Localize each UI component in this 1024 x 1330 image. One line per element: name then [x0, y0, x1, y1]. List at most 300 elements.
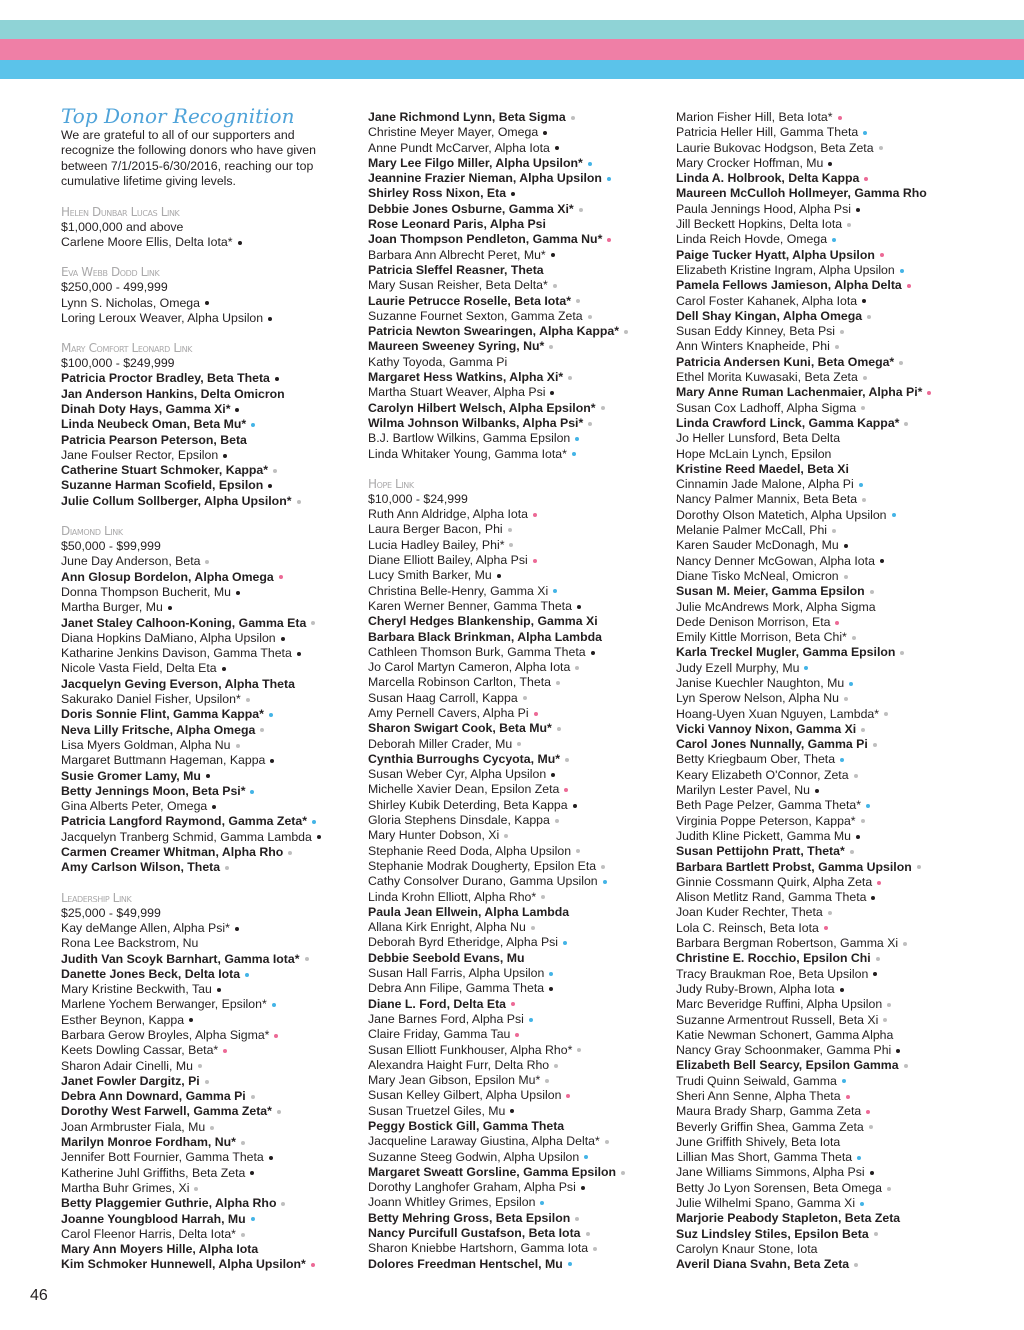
- donor-entry: [61, 1074, 351, 1089]
- donor-entry: [61, 952, 351, 967]
- donor-name: Lisa Myers Goldman, Alpha Nu: [61, 737, 231, 752]
- donor-entry: [368, 538, 663, 553]
- donor-entry: [676, 661, 976, 676]
- recognition-dot-icon: [899, 361, 903, 365]
- recognition-dot-icon: [873, 743, 877, 747]
- donor-name: Jeannine Frazier Nieman, Alpha Upsilon: [368, 171, 602, 186]
- donor-name: Susan Pettijohn Pratt, Theta*: [676, 844, 845, 859]
- donor-name: Janet Staley Calhoon-Koning, Gamma Eta: [61, 615, 307, 630]
- recognition-dot-icon: [272, 1003, 276, 1007]
- donor-name: Nancy Palmer Mannix, Beta Beta: [676, 492, 858, 507]
- donor-entry: [368, 447, 663, 462]
- recognition-dot-icon: [168, 606, 172, 610]
- donor-name: Marcella Robinson Carlton, Theta: [368, 675, 551, 690]
- donor-entry: [676, 523, 976, 538]
- donor-entry: [676, 768, 976, 783]
- recognition-dot-icon: [892, 513, 896, 517]
- column-3: [676, 110, 976, 1273]
- recognition-dot-icon: [523, 696, 527, 700]
- recognition-dot-icon: [828, 162, 832, 166]
- donor-entry: [368, 675, 663, 690]
- recognition-dot-icon: [250, 1171, 254, 1175]
- donor-name: Nicole Vasta Field, Delta Eta: [61, 661, 217, 676]
- donor-entry: [61, 433, 351, 448]
- recognition-dot-icon: [856, 208, 860, 212]
- donor-entry: [61, 235, 351, 250]
- donor-entry: [676, 370, 976, 385]
- donor-name: Mary Crocker Hoffman, Mu: [676, 155, 824, 170]
- recognition-dot-icon: [297, 500, 301, 504]
- donor-name: Kim Schmoker Hunnewell, Alpha Upsilon*: [61, 1257, 306, 1272]
- recognition-dot-icon: [879, 146, 883, 150]
- recognition-dot-icon: [549, 987, 553, 991]
- recognition-dot-icon: [877, 881, 881, 885]
- donor-name: Susan Truetzel Giles, Mu: [368, 1103, 506, 1118]
- recognition-dot-icon: [869, 1125, 873, 1129]
- donor-name: Margaret Hess Watkins, Alpha Xi*: [368, 370, 564, 385]
- donor-entry: [676, 1120, 976, 1135]
- donor-name: Julie McAndrews Mork, Alpha Sigma: [676, 599, 876, 614]
- donor-name: Joan Armbruster Fiala, Mu: [61, 1119, 206, 1134]
- donor-name: Diana Hopkins DaMiano, Alpha Upsilon: [61, 630, 276, 645]
- donor-name: Nancy Gray Schoonmaker, Gamma Phi: [676, 1043, 892, 1058]
- donor-name: Betty Jo Lyon Sorensen, Beta Omega: [676, 1180, 882, 1195]
- donor-name: Katie Newman Schonert, Gamma Alpha: [676, 1027, 894, 1042]
- donor-name: Patricia Newton Swearingen, Alpha Kappa*: [368, 324, 620, 339]
- recognition-dot-icon: [217, 988, 221, 992]
- recognition-dot-icon: [577, 605, 581, 609]
- donor-name: Susan M. Meier, Gamma Epsilon: [676, 584, 865, 599]
- donor-name: Debra Ann Filipe, Gamma Theta: [368, 981, 545, 996]
- donor-name: Katherine Juhl Griffiths, Beta Zeta: [61, 1165, 246, 1180]
- donor-name: Cathleen Thomson Burk, Gamma Theta: [368, 644, 586, 659]
- donor-entry: [61, 1257, 351, 1272]
- donor-name: Virginia Poppe Peterson, Kappa*: [676, 813, 856, 828]
- donor-name: Martha Buhr Grimes, Xi: [61, 1180, 190, 1195]
- donor-entry: [368, 614, 663, 629]
- donor-name: Patricia Proctor Bradley, Beta Theta: [61, 371, 270, 386]
- donor-entry: [676, 691, 976, 706]
- donor-name: Debbie Jones Osburne, Gamma Xi*: [368, 201, 574, 216]
- donor-entry: [676, 1211, 976, 1226]
- donor-entry: [676, 278, 976, 293]
- donor-name: Rona Lee Backstrom, Nu: [61, 936, 199, 951]
- recognition-dot-icon: [575, 1217, 579, 1221]
- recognition-dot-icon: [571, 116, 575, 120]
- column-2-list: [368, 110, 663, 462]
- recognition-dot-icon: [607, 238, 611, 242]
- donor-entry: [676, 722, 976, 737]
- donor-name: Ginnie Cossmann Quirk, Alpha Zeta: [676, 874, 873, 889]
- donor-name: Patricia Pearson Peterson, Beta: [61, 432, 247, 447]
- donor-entry: [368, 1226, 663, 1241]
- recognition-dot-icon: [555, 146, 559, 150]
- giving-level-range: $50,000 - $99,999: [61, 539, 161, 554]
- donor-entry: [676, 814, 976, 829]
- donor-entry: [676, 477, 976, 492]
- donor-entry: [676, 829, 976, 844]
- recognition-dot-icon: [900, 651, 904, 655]
- donor-name: Donna Thompson Bucherit, Mu: [61, 584, 231, 599]
- donor-name: Alexandra Haight Furr, Delta Rho: [368, 1057, 550, 1072]
- donor-name: Maura Brady Sharp, Gamma Zeta: [676, 1104, 862, 1119]
- donor-name: Patricia Heller Hill, Gamma Theta: [676, 125, 859, 140]
- donor-entry: [61, 1212, 351, 1227]
- donor-entry: [368, 110, 663, 125]
- donor-entry: [368, 202, 663, 217]
- donor-name: Jan Anderson Hankins, Delta Omicron: [61, 386, 285, 401]
- donor-entry: [61, 997, 351, 1012]
- donor-name: Karen Werner Benner, Gamma Theta: [368, 598, 572, 613]
- donor-name: Carol Foster Kahanek, Alpha Iota: [676, 293, 858, 308]
- donor-name: Betty Jennings Moon, Beta Psi*: [61, 783, 246, 798]
- recognition-dot-icon: [270, 759, 274, 763]
- donor-name: Marion Fisher Hill, Beta Iota*: [676, 110, 833, 124]
- donor-entry: [61, 1028, 351, 1043]
- recognition-dot-icon: [871, 896, 875, 900]
- donor-entry: [61, 1227, 351, 1242]
- donor-name: Judith Kline Pickett, Gamma Mu: [676, 828, 851, 843]
- recognition-dot-icon: [584, 1155, 588, 1159]
- donor-name: Katharine Jenkins Davison, Gamma Theta: [61, 646, 292, 661]
- donor-entry: [61, 677, 351, 692]
- recognition-dot-icon: [927, 391, 931, 395]
- donor-entry: [61, 860, 351, 875]
- donor-name: Christina Belle-Henry, Gamma Xi: [368, 583, 549, 598]
- donor-entry: [676, 645, 976, 660]
- donor-entry: [368, 584, 663, 599]
- recognition-dot-icon: [554, 1064, 558, 1068]
- donor-entry: [61, 799, 351, 814]
- recognition-dot-icon: [511, 1002, 515, 1006]
- recognition-dot-icon: [575, 437, 579, 441]
- donor-name: Peggy Bostick Gill, Gamma Theta: [368, 1119, 565, 1133]
- giving-level-range: $25,000 - $49,999: [61, 905, 161, 920]
- donor-entry: [61, 1104, 351, 1119]
- donor-name: Shirley Kubik Deterding, Beta Kappa: [368, 797, 568, 812]
- donor-entry: [368, 1119, 663, 1134]
- donor-entry: [368, 431, 663, 446]
- donor-name: Patricia Andersen Kuni, Beta Omega*: [676, 354, 895, 369]
- donor-entry: [368, 1241, 663, 1256]
- donor-entry: [61, 478, 351, 493]
- donor-entry: [368, 1104, 663, 1119]
- donor-entry: [676, 584, 976, 599]
- donor-entry: [368, 752, 663, 767]
- donor-name: Diane L. Ford, Delta Eta: [368, 996, 507, 1011]
- donor-entry: [676, 156, 976, 171]
- donor-name: Ethel Morita Kuwasaki, Beta Zeta: [676, 370, 858, 385]
- donor-name: Dell Shay Kingan, Alpha Omega: [676, 308, 863, 323]
- recognition-dot-icon: [269, 713, 273, 717]
- donor-entry: [676, 492, 976, 507]
- recognition-dot-icon: [588, 422, 592, 426]
- donor-name: Debra Ann Downard, Gamma Pi: [61, 1089, 246, 1104]
- recognition-dot-icon: [268, 484, 272, 488]
- donor-entry: [61, 814, 351, 829]
- donor-entry: [368, 141, 663, 156]
- giving-level-section: [61, 204, 351, 251]
- donor-name: Dolores Freedman Hentschel, Mu: [368, 1256, 563, 1271]
- column-3-list: [676, 110, 976, 1273]
- donor-name: Debbie Seebold Evans, Mu: [368, 950, 525, 965]
- donor-name: Judith Van Scoyk Barnhart, Gamma Iota*: [61, 951, 300, 966]
- column-1: [61, 104, 351, 1287]
- donor-entry: [676, 615, 976, 630]
- donor-entry: [368, 874, 663, 889]
- donor-name: Linda A. Holbrook, Delta Kappa: [676, 171, 860, 186]
- recognition-dot-icon: [832, 238, 836, 242]
- donor-name: Carlene Moore Ellis, Delta Iota*: [61, 234, 233, 249]
- donor-entry: [368, 339, 663, 354]
- donor-name: Barbara Bergman Robertson, Gamma Xi: [676, 936, 899, 951]
- donor-entry: [368, 1088, 663, 1103]
- recognition-dot-icon: [275, 377, 279, 381]
- recognition-dot-icon: [553, 589, 557, 593]
- recognition-dot-icon: [576, 299, 580, 303]
- recognition-dot-icon: [601, 406, 605, 410]
- donor-name: Hoang-Uyen Xuan Nguyen, Lambda*: [676, 706, 880, 721]
- donor-name: Suz Lindsley Stiles, Epsilon Beta: [676, 1226, 869, 1241]
- donor-name: Maureen McCulloh Hollmeyer, Gamma Rho: [676, 186, 927, 201]
- recognition-dot-icon: [591, 651, 595, 655]
- recognition-dot-icon: [844, 544, 848, 548]
- donor-name: Carolyn Knaur Stone, Iota: [676, 1241, 818, 1256]
- recognition-dot-icon: [279, 575, 283, 579]
- donor-name: Betty Plaggemier Guthrie, Alpha Rho: [61, 1196, 277, 1211]
- donor-name: Carol Jones Nunnally, Gamma Pi: [676, 737, 868, 752]
- donor-entry: [368, 1058, 663, 1073]
- giving-level-name: Eva Webb Dodd Link: [61, 265, 160, 280]
- donor-entry: [61, 707, 351, 722]
- donor-entry: [676, 875, 976, 890]
- donor-name: Nancy Denner McGowan, Alpha Iota: [676, 553, 875, 568]
- donor-name: Mary Jean Gibson, Epsilon Mu*: [368, 1073, 541, 1088]
- recognition-dot-icon: [577, 1048, 581, 1052]
- donor-name: Catherine Stuart Schmoker, Kappa*: [61, 463, 269, 478]
- donor-entry: [676, 554, 976, 569]
- donor-entry: [676, 141, 976, 156]
- recognition-dot-icon: [251, 1217, 255, 1221]
- donor-entry: [676, 1043, 976, 1058]
- donor-name: Lyn Sperow Nelson, Alpha Nu: [676, 691, 839, 706]
- donor-entry: [368, 966, 663, 981]
- donor-name: Julie Collum Sollberger, Alpha Upsilon*: [61, 493, 292, 508]
- donor-name: Margaret Sweatt Gorsline, Gamma Epsilon: [368, 1164, 617, 1179]
- donor-entry: [676, 1074, 976, 1089]
- donor-entry: [368, 1195, 663, 1210]
- recognition-dot-icon: [206, 774, 210, 778]
- recognition-dot-icon: [550, 391, 554, 395]
- recognition-dot-icon: [581, 1186, 585, 1190]
- donor-name: Amy Carlson Wilson, Theta: [61, 860, 221, 875]
- donor-entry: [676, 676, 976, 691]
- donor-name: Suzanne Harman Scofield, Epsilon: [61, 478, 264, 493]
- donor-entry: [61, 738, 351, 753]
- donor-name: Loring Leroux Weaver, Alpha Upsilon: [61, 310, 264, 325]
- column-2: [368, 110, 663, 1286]
- donor-entry: [368, 813, 663, 828]
- donor-name: Stephanie Modrak Dougherty, Epsilon Eta: [368, 858, 597, 873]
- donor-entry: [676, 737, 976, 752]
- donor-name: Joan Thompson Pendleton, Gamma Nu*: [368, 232, 603, 247]
- donor-name: Diane Elliott Bailey, Alpha Psi: [368, 553, 528, 568]
- donor-name: June Griffith Shively, Beta Iota: [676, 1134, 841, 1149]
- donor-name: Sheri Ann Senne, Alpha Theta: [676, 1089, 841, 1103]
- donor-entry: [61, 371, 351, 386]
- page-title: Top Donor Recognition: [61, 104, 295, 128]
- donor-name: Carolyn Hilbert Welsch, Alpha Epsilon*: [368, 400, 596, 415]
- donor-entry: [676, 110, 976, 125]
- recognition-dot-icon: [887, 1003, 891, 1007]
- donor-entry: [676, 905, 976, 920]
- donor-entry: [676, 462, 976, 477]
- donor-entry: [61, 296, 351, 311]
- donor-entry: [61, 1043, 351, 1058]
- donor-entry: [676, 401, 976, 416]
- donor-name: Sharon Adair Cinelli, Mu: [61, 1058, 193, 1073]
- donor-name: Joann Whitley Grimes, Epsilon: [368, 1195, 536, 1210]
- donor-name: Margaret Buttmann Hageman, Kappa: [61, 753, 266, 768]
- donor-entry: [61, 1196, 351, 1211]
- donor-entry: [368, 599, 663, 614]
- donor-entry: [368, 568, 663, 583]
- donor-entry: [368, 217, 663, 232]
- donor-name: Gloria Stephens Dinsdale, Kappa: [368, 813, 550, 828]
- donor-entry: [368, 630, 663, 645]
- donor-entry: [368, 1012, 663, 1027]
- donor-name: Susie Gromer Lamy, Mu: [61, 768, 201, 783]
- donor-name: Barbara Gerow Broyles, Alpha Sigma*: [61, 1027, 270, 1042]
- donor-name: Joan Kuder Rechter, Theta: [676, 905, 823, 920]
- recognition-dot-icon: [533, 559, 537, 563]
- recognition-dot-icon: [861, 406, 865, 410]
- donor-entry: [676, 997, 976, 1012]
- recognition-dot-icon: [862, 498, 866, 502]
- donor-entry: [61, 1181, 351, 1196]
- recognition-dot-icon: [859, 483, 863, 487]
- donor-name: Karla Treckel Mugler, Gamma Epsilon: [676, 645, 896, 660]
- recognition-dot-icon: [545, 1079, 549, 1083]
- donor-entry: [368, 798, 663, 813]
- recognition-dot-icon: [903, 942, 907, 946]
- donor-name: Amy Pernell Cavers, Alpha Pi: [368, 705, 529, 720]
- donor-name: Claire Friday, Gamma Tau: [368, 1027, 511, 1042]
- donor-name: Laurie Bukovac Hodgson, Beta Zeta: [676, 140, 874, 155]
- recognition-dot-icon: [236, 591, 240, 595]
- donor-entry: [676, 263, 976, 278]
- donor-name: Marjorie Peabody Stapleton, Beta Zeta: [676, 1211, 901, 1226]
- donor-entry: [676, 798, 976, 813]
- donor-entry: [61, 631, 351, 646]
- giving-level-section: [61, 340, 351, 509]
- donor-name: Laura Berger Bacon, Phi: [368, 522, 503, 537]
- donor-name: Betty Mehring Gross, Beta Epsilon: [368, 1210, 571, 1225]
- donor-entry: [368, 1043, 663, 1058]
- donor-entry: [368, 905, 663, 920]
- recognition-dot-icon: [601, 865, 605, 869]
- donor-name: Kathy Toyoda, Gamma Pi: [368, 354, 508, 369]
- donor-entry: [676, 967, 976, 982]
- recognition-dot-icon: [579, 208, 583, 212]
- donor-entry: [61, 448, 351, 463]
- donor-name: Susan Haag Carroll, Kappa: [368, 690, 518, 705]
- recognition-dot-icon: [504, 834, 508, 838]
- recognition-dot-icon: [861, 728, 865, 732]
- donor-entry: [61, 830, 351, 845]
- donor-name: Sharon Swigart Cook, Beta Mu*: [368, 721, 552, 736]
- recognition-dot-icon: [870, 590, 874, 594]
- donor-name: Mary Lee Filgo Miller, Alpha Upsilon*: [368, 155, 583, 170]
- recognition-dot-icon: [223, 454, 227, 458]
- donor-name: Neva Lilly Fritsche, Alpha Omega: [61, 722, 256, 737]
- donor-entry: [676, 186, 976, 201]
- recognition-dot-icon: [840, 988, 844, 992]
- recognition-dot-icon: [557, 727, 561, 731]
- recognition-dot-icon: [842, 1079, 846, 1083]
- donor-name: Barbara Black Brinkman, Alpha Lambda: [368, 629, 602, 644]
- donor-entry: [368, 859, 663, 874]
- donor-entry: [676, 355, 976, 370]
- recognition-dot-icon: [311, 1263, 315, 1267]
- recognition-dot-icon: [568, 1262, 572, 1266]
- donor-name: Linda Crawford Linck, Gamma Kappa*: [676, 415, 900, 430]
- recognition-dot-icon: [281, 1202, 285, 1206]
- donor-name: Mary Kristine Beckwith, Tau: [61, 982, 212, 997]
- donor-entry: [61, 1089, 351, 1104]
- donor-name: Pamela Fellows Jamieson, Alpha Delta: [676, 278, 902, 293]
- donor-entry: [368, 248, 663, 263]
- donor-name: Lucy Smith Barker, Mu: [368, 568, 492, 583]
- donor-entry: [676, 1104, 976, 1119]
- recognition-dot-icon: [593, 1247, 597, 1251]
- donor-name: Carmen Creamer Whitman, Alpha Rho: [61, 845, 284, 860]
- donor-name: Sharon Kniebbe Hartshorn, Gamma Iota: [368, 1241, 589, 1256]
- donor-entry: [368, 660, 663, 675]
- recognition-dot-icon: [904, 422, 908, 426]
- recognition-dot-icon: [297, 652, 301, 656]
- recognition-dot-icon: [835, 345, 839, 349]
- donor-entry: [676, 951, 976, 966]
- recognition-dot-icon: [205, 1080, 209, 1084]
- recognition-dot-icon: [907, 284, 911, 288]
- recognition-dot-icon: [603, 880, 607, 884]
- recognition-dot-icon: [198, 1064, 202, 1068]
- donor-name: Jacqueline Laraway Giustina, Alpha Delta*: [368, 1134, 600, 1149]
- donor-entry: [676, 171, 976, 186]
- giving-level-range: $10,000 - $24,999: [368, 491, 468, 506]
- donor-entry: [368, 890, 663, 905]
- recognition-dot-icon: [260, 728, 264, 732]
- recognition-dot-icon: [846, 1095, 850, 1099]
- recognition-dot-icon: [543, 131, 547, 135]
- recognition-dot-icon: [194, 1187, 198, 1191]
- recognition-dot-icon: [540, 1201, 544, 1205]
- recognition-dot-icon: [533, 513, 537, 517]
- recognition-dot-icon: [896, 1049, 900, 1053]
- donor-name: Beth Page Pelzer, Gamma Theta*: [676, 798, 862, 813]
- giving-level-section: [61, 264, 351, 326]
- recognition-dot-icon: [205, 560, 209, 564]
- donor-name: Diane Tisko McNeal, Omicron: [676, 568, 839, 583]
- donor-entry: [676, 1028, 976, 1043]
- donor-name: Barbara Bartlett Probst, Gamma Upsilon: [676, 859, 912, 874]
- recognition-dot-icon: [838, 116, 842, 120]
- donor-entry: [676, 385, 976, 400]
- donor-name: Stephanie Reed Doda, Alpha Upsilon: [368, 843, 572, 858]
- recognition-dot-icon: [246, 698, 250, 702]
- recognition-dot-icon: [573, 804, 577, 808]
